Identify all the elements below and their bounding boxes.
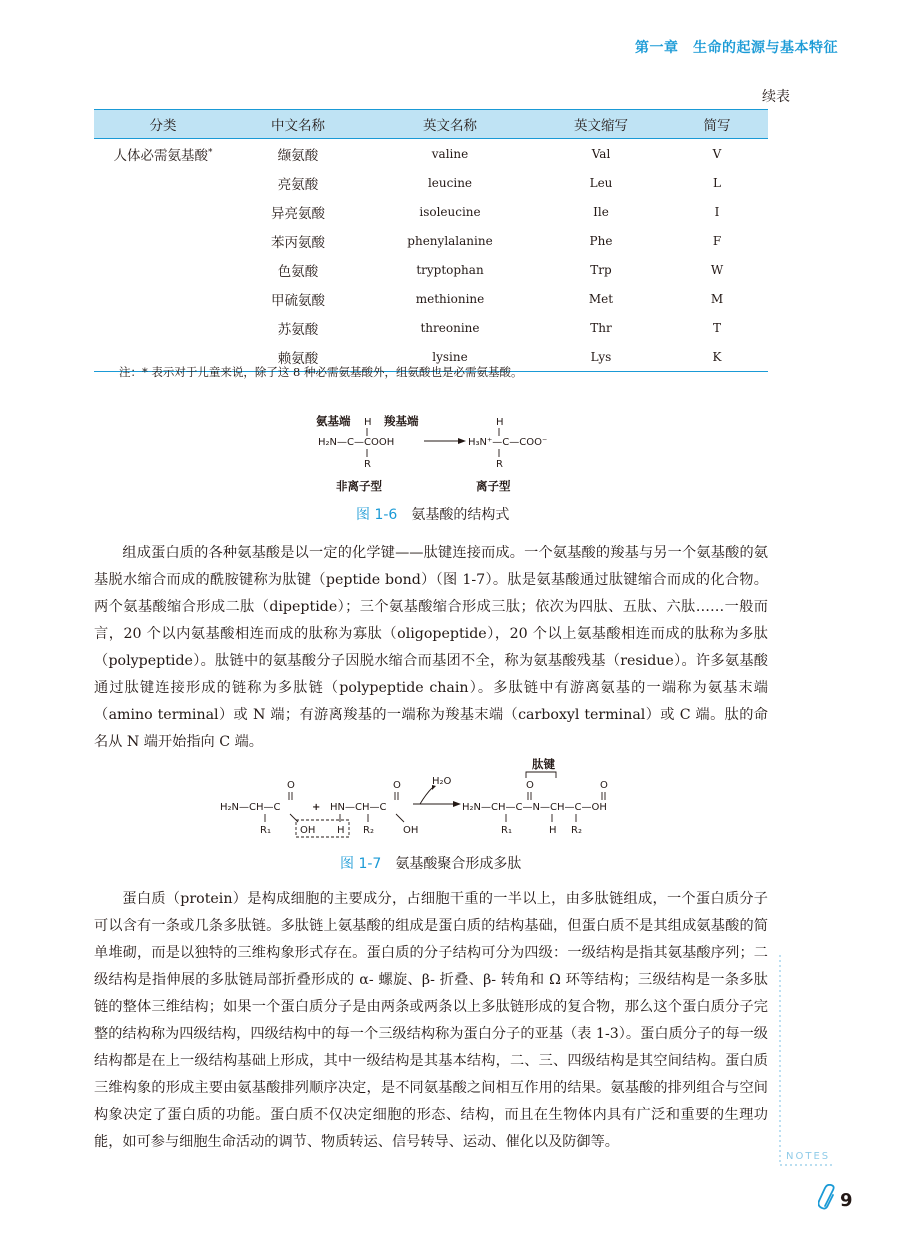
table-row — [94, 168, 768, 197]
category-cell — [94, 313, 232, 342]
chinese-name-cell: 缬氨酸 — [277, 147, 319, 164]
notes-label: NOTES — [786, 1151, 831, 1162]
page-number: 9 — [840, 1190, 853, 1211]
english-name-cell: lysine — [432, 349, 468, 364]
carboxyl-terminal-label: 羧基端 — [384, 414, 419, 428]
svg-text:R: R — [364, 459, 371, 470]
category-mark: * — [208, 147, 213, 157]
paragraph-text: 组成蛋白质的各种氨基酸是以一定的化学键——肽键连接而成。一个氨基酸的羧基与另一个氨基酸的氨基脱水缩合而成的酰胺键称为肽键（peptide bond）（图 1-7）。肽是氨基酸通过肽键缩合而成的化合物。两个氨基酸缩合形成二肽（dipeptide）；三个氨基酸缩合形成三肽；依次为四肽、五肽、六肽……一般而言，20 个以内氨基酸相连而成的肽称为寡肽（oligopeptide），20 个以上氨基酸相连而成的肽称为多肽（polypeptide）。肽链中的氨基酸分子因脱水缩合而基团不全，称为氨基酸残基（residue）。许多氨基酸通过肽键连接形成的链称为多肽链（polypeptide chain）。多肽链中有游离氨基的一端称为氨基末端（amino terminal）或 N 端；有游离羧基的一端称为羧基末端（carboxyl terminal）或 C 端。肽的命名从 N 端开始指向 C 端。 — [94, 545, 768, 750]
chinese-name-cell: 苏氨酸 — [277, 321, 319, 338]
category-label: 人体必需氨基酸 — [113, 147, 208, 164]
category-cell — [94, 139, 232, 169]
svg-text:OH: OH — [403, 825, 419, 836]
abbreviation-cell: Lys — [590, 349, 612, 364]
nonionic-form-label: 非离子型 — [336, 479, 382, 493]
svg-text:H: H — [496, 417, 504, 428]
chinese-name-cell: 甲硫氨酸 — [271, 292, 325, 309]
abbreviation-cell: Val — [591, 146, 611, 161]
english-name-cell: leucine — [427, 175, 473, 190]
svg-text:H: H — [549, 825, 557, 836]
svg-text:H₂N—CH—C—N—CH—C—OH: H₂N—CH—C—N—CH—C—OH — [462, 802, 607, 813]
svg-text:R₂: R₂ — [363, 825, 374, 836]
svg-text:HN—CH—C: HN—CH—C — [330, 802, 387, 813]
figure-1-6-structural-formula — [300, 408, 560, 498]
abbreviation-cell: Met — [588, 291, 614, 306]
table-header-row — [94, 110, 768, 139]
column-header: 中文名称 — [271, 118, 325, 134]
english-name-cell: methionine — [415, 291, 485, 306]
paragraph-peptide-bond — [94, 540, 768, 756]
column-header: 英文缩写 — [574, 118, 628, 134]
english-name-cell: phenylalanine — [407, 233, 493, 248]
amino-acid-table — [94, 109, 768, 372]
table-row — [94, 197, 768, 226]
paragraph-text: 蛋白质（protein）是构成细胞的主要成分，占细胞干重的一半以上，由多肽链组成，一个蛋白质分子可以含有一条或几条多肽链。多肽链上氨基酸的组成是蛋白质的结构基础，但蛋白质不是其组成氨基酸的简单堆砌，而是以独特的三维构象形式存在。蛋白质的分子结构可分为四级：一级结构是指其氨基酸序列；二级结构是指伸展的多肽链局部折叠形成的 α- 螺旋、β- 折叠、β- 转角和 Ω 环等结构；三级结构是一条多肽链的整体三维结构；如果一个蛋白质分子是由两条或两条以上多肽链形成的复合物，那么这个蛋白质分子完整的结构称为四级结构，四级结构中的每一个三级结构称为蛋白分子的亚基（表 1-3）。蛋白质分子的每一级结构都是在上一级结构基础上形成，其中一级结构是其基本结构，二、三、四级结构是其空间结构。蛋白质三维构象的形成主要由氨基酸排列顺序决定，是不同氨基酸之间相互作用的结果。氨基酸的排列组合与空间构象决定了蛋白质的功能。蛋白质不仅决定细胞的形态、结构，而且在生物体内具有广泛和重要的生理功能，如可参与细胞生命活动的调节、物质转运、信号转导、运动、催化以及防御等。 — [94, 891, 768, 1150]
svg-text:O: O — [393, 780, 401, 791]
short-code-cell: I — [714, 204, 720, 219]
figure-title: 氨基酸聚合形成多肽 — [395, 856, 522, 872]
short-code-cell: W — [710, 262, 724, 277]
table-row — [94, 313, 768, 342]
paragraph-protein-structure — [94, 886, 768, 1156]
svg-text:H: H — [337, 825, 345, 836]
svg-text:O: O — [600, 780, 608, 791]
svg-text:+: + — [312, 802, 321, 813]
svg-text:OH: OH — [300, 825, 316, 836]
svg-text:R₁: R₁ — [260, 825, 271, 836]
figure-1-7-peptide-formation — [210, 758, 660, 848]
figure-1-7-caption — [340, 853, 521, 873]
short-code-cell: V — [712, 146, 722, 161]
short-code-cell: K — [712, 349, 722, 364]
svg-text:R₁: R₁ — [501, 825, 512, 836]
peptide-bond-label: 肽键 — [532, 758, 555, 771]
abbreviation-cell: Leu — [589, 175, 613, 190]
english-name-cell: isoleucine — [419, 204, 481, 219]
abbreviation-cell: Ile — [593, 204, 609, 219]
chinese-name-cell: 苯丙氨酸 — [271, 234, 325, 251]
column-header: 分类 — [149, 118, 177, 134]
figure-number: 图 1-7 — [340, 856, 382, 872]
svg-text:H₂N—C—COOH: H₂N—C—COOH — [318, 437, 395, 448]
paperclip-icon — [818, 1184, 838, 1210]
short-code-cell: T — [712, 320, 721, 335]
category-cell — [94, 168, 232, 197]
chinese-name-cell: 色氨酸 — [277, 263, 319, 280]
table-row — [94, 226, 768, 255]
table-row — [94, 139, 768, 169]
english-name-cell: threonine — [420, 320, 480, 335]
english-name-cell: valine — [431, 146, 469, 161]
abbreviation-cell: Trp — [590, 262, 612, 277]
svg-text:H: H — [364, 417, 372, 428]
abbreviation-cell: Phe — [589, 233, 613, 248]
svg-text:R₂: R₂ — [571, 825, 582, 836]
svg-text:H₂O: H₂O — [432, 776, 452, 787]
table-row — [94, 255, 768, 284]
notes-sidebar-decoration — [778, 955, 858, 1215]
figure-title: 氨基酸的结构式 — [411, 507, 510, 523]
chinese-name-cell: 亮氨酸 — [277, 176, 319, 193]
category-cell — [94, 284, 232, 313]
table-continued-label: 续表 — [762, 89, 790, 105]
chinese-name-cell: 赖氨酸 — [277, 350, 319, 367]
short-code-cell: F — [712, 233, 722, 248]
amino-terminal-label: 氨基端 — [316, 414, 351, 428]
svg-text:R: R — [496, 459, 503, 470]
column-header: 英文名称 — [423, 118, 477, 134]
short-code-cell: L — [713, 175, 721, 190]
svg-text:O: O — [287, 780, 295, 791]
table-row — [94, 284, 768, 313]
figure-number: 图 1-6 — [356, 507, 398, 523]
chinese-name-cell: 异亮氨酸 — [271, 205, 325, 222]
category-cell — [94, 255, 232, 284]
category-cell — [94, 197, 232, 226]
figure-1-6-caption — [356, 504, 509, 524]
table-footnote: 注：* 表示对于儿童来说，除了这 8 种必需氨基酸外，组氨酸也是必需氨基酸。 — [119, 365, 523, 379]
ionic-form-label: 离子型 — [476, 479, 511, 493]
category-cell — [94, 226, 232, 255]
svg-text:O: O — [526, 780, 534, 791]
svg-text:H₂N—CH—C: H₂N—CH—C — [220, 802, 281, 813]
svg-text:H₃N⁺—C—COO⁻: H₃N⁺—C—COO⁻ — [468, 437, 548, 448]
chapter-title: 第一章 生命的起源与基本特征 — [635, 40, 838, 56]
english-name-cell: tryptophan — [416, 262, 484, 277]
column-header: 简写 — [703, 118, 731, 134]
short-code-cell: M — [710, 291, 724, 306]
abbreviation-cell: Thr — [590, 320, 612, 335]
